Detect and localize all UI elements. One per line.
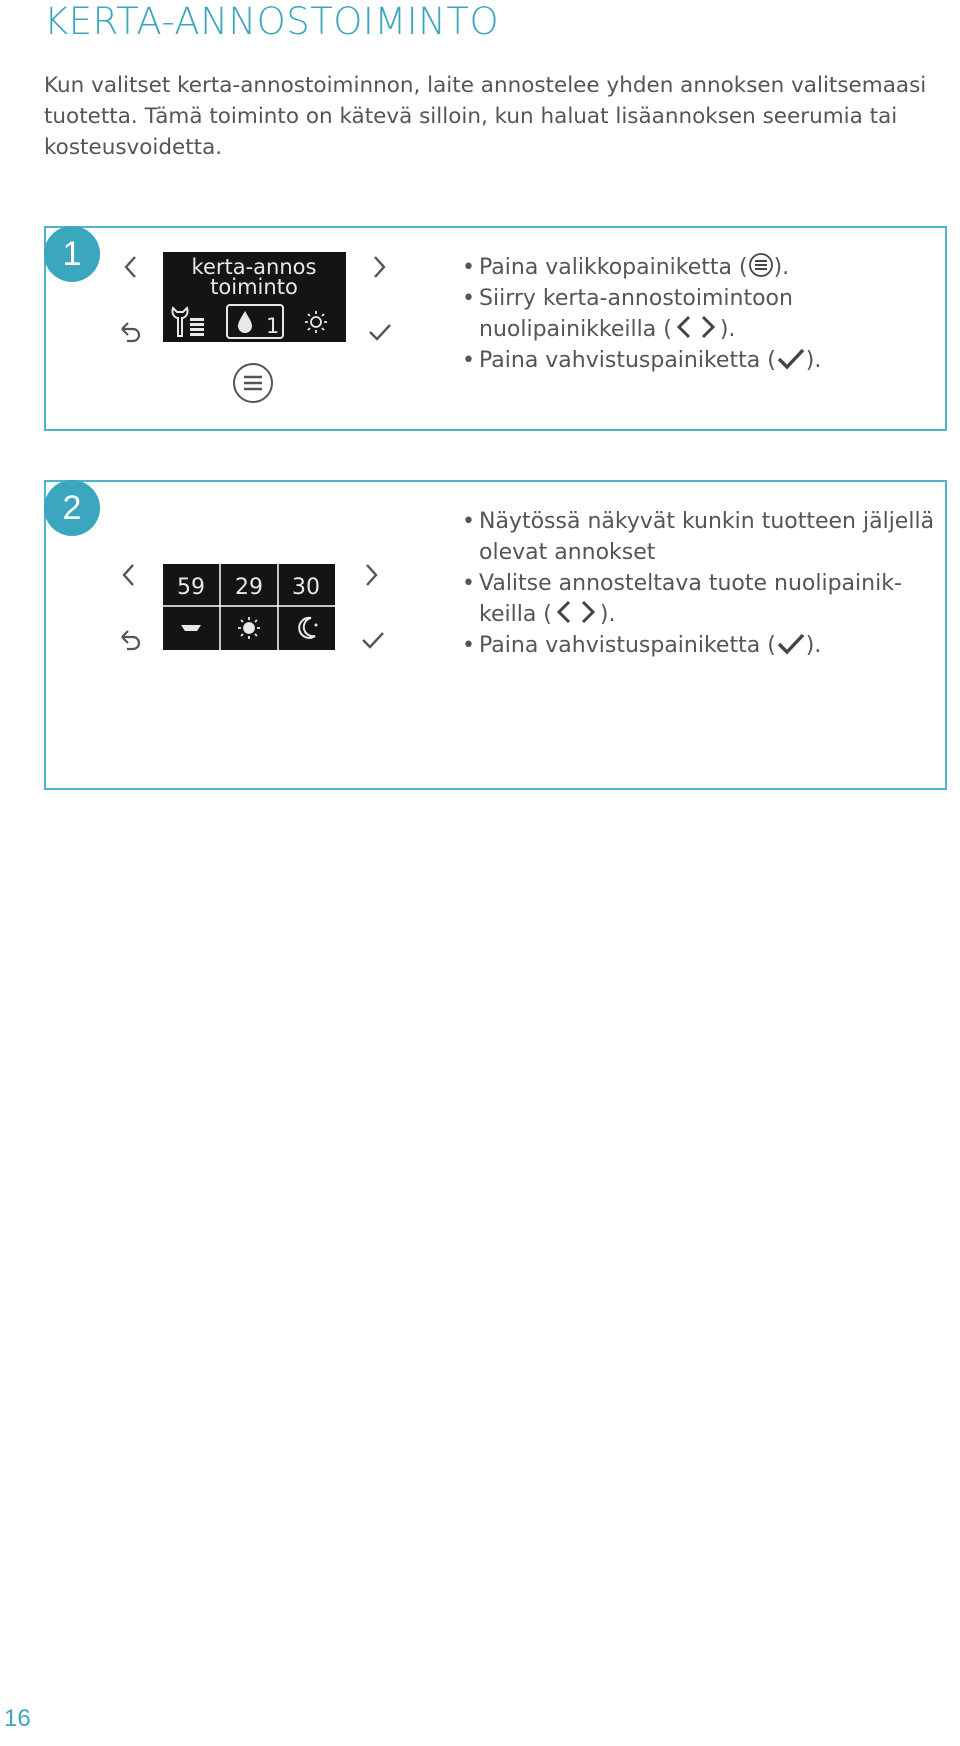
dose-count: 59 bbox=[177, 575, 205, 600]
step-number-badge: 2 bbox=[44, 480, 100, 536]
screen-label-line2: toiminto bbox=[210, 275, 298, 299]
step-2-instructions bbox=[462, 506, 942, 661]
wrench-icon bbox=[172, 308, 204, 336]
chevron-left-icon bbox=[120, 562, 138, 588]
dose-count: 29 bbox=[235, 575, 263, 600]
chevron-left-icon bbox=[122, 254, 140, 280]
sun-icon bbox=[238, 617, 260, 639]
back-arrow-icon bbox=[118, 628, 144, 652]
list-item: • Paina valikkopainiketta ( ). bbox=[462, 252, 942, 283]
chevron-left-right-icon bbox=[552, 599, 600, 625]
device-screen bbox=[163, 252, 346, 342]
step-1-instructions bbox=[462, 252, 942, 376]
bowl-icon bbox=[181, 625, 201, 631]
menu-icon bbox=[232, 362, 274, 404]
drop-icon bbox=[238, 311, 252, 333]
chevron-right-icon bbox=[362, 562, 380, 588]
list-item: • Paina vahvistuspainiketta ( ). bbox=[462, 345, 942, 376]
intro-paragraph: Kun valitset kerta-annostoiminnon, laite annostelee yhden annoksen valitsemaasi tuotetta. Tämä toiminto on kätevä silloin, kun haluat lisäannoksen seerumia tai kosteusvoidetta. bbox=[44, 73, 927, 160]
menu-icon bbox=[748, 252, 774, 278]
page-title: KERTA-ANNOSTOIMINTO bbox=[44, 0, 500, 43]
back-arrow-icon bbox=[118, 320, 144, 344]
sun-icon bbox=[305, 311, 327, 333]
moon-icon bbox=[299, 618, 317, 638]
list-item: • Valitse annosteltava tuote nuolipainik-keilla ( ). bbox=[462, 568, 942, 630]
checkmark-icon bbox=[776, 347, 806, 371]
screen-count: 1 bbox=[266, 314, 280, 338]
screen-label-line1: kerta-annos bbox=[191, 255, 317, 279]
checkmark-icon bbox=[776, 632, 806, 656]
page-number: 16 bbox=[4, 1705, 31, 1732]
list-item: • Näytössä näkyvät kunkin tuotteen jäljellä olevat annokset bbox=[462, 506, 942, 568]
chevron-right-icon bbox=[370, 254, 388, 280]
list-item: • Siirry kerta-annostoimintoon nuolipainikkeilla ( ). bbox=[462, 283, 942, 345]
chevron-left-right-icon bbox=[672, 314, 720, 340]
list-item: • Paina vahvistuspainiketta ( ). bbox=[462, 630, 942, 661]
dose-count: 30 bbox=[292, 575, 320, 600]
checkmark-icon bbox=[367, 322, 393, 342]
device-screen bbox=[163, 564, 335, 650]
checkmark-icon bbox=[360, 630, 386, 650]
step-number-badge: 1 bbox=[44, 226, 100, 282]
